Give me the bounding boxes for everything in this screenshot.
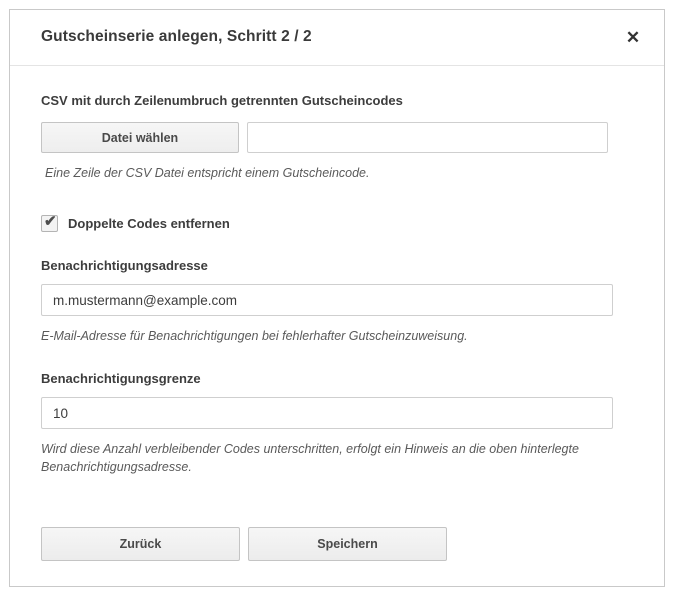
notification-limit-hint: Wird diese Anzahl verbleibender Codes unterschritten, erfolgt ein Hinweis an die oben hinterlegte Benachrichtigungsadresse. xyxy=(41,442,579,475)
checkmark-icon: ✔ xyxy=(44,213,57,231)
csv-upload-row xyxy=(41,122,633,153)
file-name-input[interactable] xyxy=(247,122,608,153)
remove-duplicates-checkbox[interactable] xyxy=(41,215,58,232)
notification-address-input[interactable] xyxy=(41,284,613,316)
page-title: Gutscheinserie anlegen, Schritt 2 / 2 xyxy=(41,28,312,45)
close-icon[interactable]: ✕ xyxy=(625,28,641,47)
back-button[interactable]: Zurück xyxy=(41,527,240,561)
notification-limit-label: Benachrichtigungsgrenze xyxy=(41,371,201,387)
csv-upload-hint: Eine Zeile der CSV Datei entspricht einem Gutscheincode. xyxy=(45,166,370,180)
save-button[interactable]: Speichern xyxy=(248,527,447,561)
notification-address-hint: E-Mail-Adresse für Benachrichtigungen bei fehlerhafter Gutscheinzuweisung. xyxy=(41,329,468,344)
notification-address-label: Benachrichtigungsadresse xyxy=(41,258,208,274)
dialog-body xyxy=(10,93,664,561)
dialog-footer xyxy=(41,527,633,561)
choose-file-button[interactable]: Datei wählen xyxy=(41,122,239,153)
remove-duplicates-label: Doppelte Codes entfernen xyxy=(68,216,230,232)
notification-limit-input[interactable] xyxy=(41,397,613,429)
csv-upload-label: CSV mit durch Zeilenumbruch getrennten Gutscheincodes xyxy=(41,93,403,108)
coupon-series-dialog xyxy=(9,9,665,587)
dialog-header xyxy=(10,10,664,66)
remove-duplicates-row[interactable] xyxy=(41,215,633,232)
